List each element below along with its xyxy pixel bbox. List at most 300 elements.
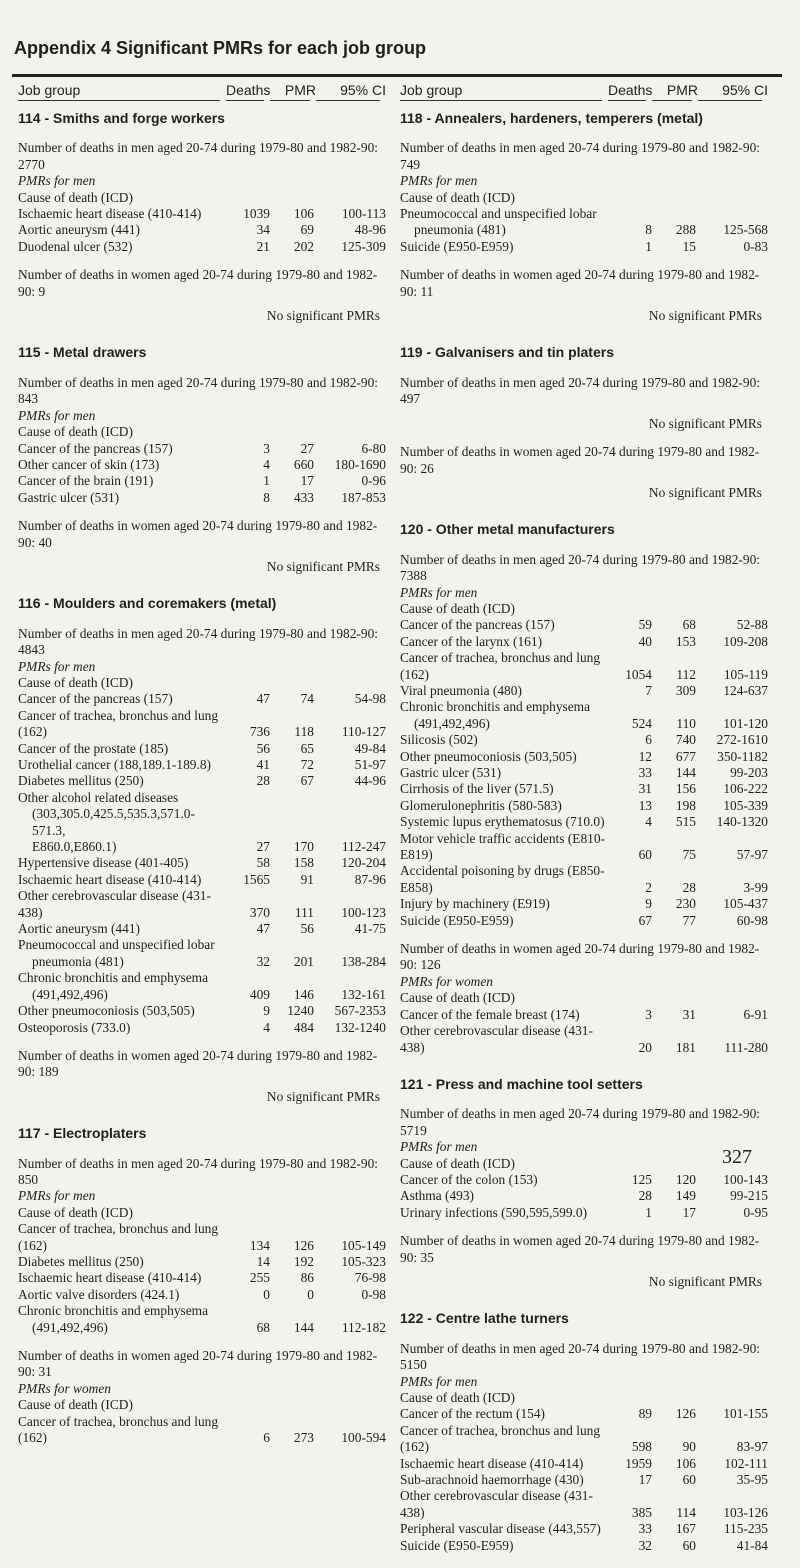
men-deaths-count: Number of deaths in men aged 20-74 during 1979-80 and 1982-90: 5719 [400,1106,760,1138]
pmr-value: 149 [675,1188,696,1204]
pmr-value: 31 [682,1006,696,1022]
pmr-value: 17 [682,1204,696,1220]
cause-of-death: Osteoporosis (733.0) [18,1019,131,1035]
deaths-value: 59 [638,617,652,633]
cause-label: Cause of death (ICD) [400,1155,515,1171]
pmr-value: 68 [682,617,696,633]
ci-value: 41-84 [736,1537,768,1553]
pmr-value: 156 [675,781,696,797]
cause-of-death: Other pneumoconiosis (503,505) [18,1003,195,1019]
header-pmr: PMR [666,81,698,98]
table-row [18,1287,386,1303]
deaths-value: 8 [645,222,652,238]
table-row [18,473,386,489]
pmr-value: 484 [293,1019,314,1035]
deaths-value: 89 [638,1406,652,1422]
deaths-value: 4 [263,456,270,472]
table-row [400,239,768,255]
pmr-value: 144 [675,765,696,780]
table-row [18,741,386,757]
table-row-continuation [18,954,386,970]
header-deaths: Deaths [226,81,271,98]
spacer [400,432,768,444]
men-pmr-subhead: PMRs for men [400,173,478,189]
table-row-continuation [400,716,768,732]
cause-of-death: Other alcohol related diseases [18,789,179,805]
deaths-value: 1054 [625,666,652,682]
job-group-section [18,344,386,589]
spacer [400,1221,768,1233]
table-row [18,239,386,255]
table-row [18,1020,386,1036]
job-group-section [400,1310,768,1568]
ci-value: 111-280 [724,1039,768,1055]
ci-value: 54-98 [354,691,386,707]
deaths-value: 32 [638,1537,652,1553]
women-deaths-count: Number of deaths in women aged 20-74 during 1979-80 and 1982-90: 9 [18,267,378,299]
women-pmr-subhead: PMRs for women [18,1380,111,1396]
ci-value: 103-126 [723,1504,768,1520]
ci-value: 101-120 [723,715,768,731]
cause-of-death: Suicide (E950-E959) [400,1537,514,1553]
job-group-title: 114 - Smiths and forge workers [18,110,225,126]
men-no-significant: No significant PMRs [648,415,762,431]
spacer [18,1105,386,1119]
title-rule [12,74,782,77]
table-row [400,699,768,715]
cause-label: Cause of death (ICD) [400,600,515,616]
cause-of-death: Cancer of trachea, bronchus and lung (162) [400,650,601,682]
table-row [400,1472,768,1488]
men-deaths-count: Number of deaths in men aged 20-74 during 1979-80 and 1982-90: 749 [400,140,760,172]
job-group-section [400,1076,768,1304]
ci-value: 51-97 [354,757,386,772]
job-group-section [400,344,768,515]
deaths-value: 1 [645,1204,652,1220]
table-row [18,872,386,888]
pmr-value: 146 [293,986,314,1002]
table-row [400,749,768,765]
pmr-value: 153 [675,633,696,649]
cause-of-death: Silicosis (502) [400,732,478,748]
job-group-title: 122 - Centre lathe turners [400,1310,569,1327]
header-deaths: Deaths [608,81,653,98]
pmr-value: 288 [675,222,696,238]
cause-of-death: Pneumococcal and unspecified lobar [400,206,597,222]
table-row [400,896,768,912]
ci-value: 0-96 [361,473,386,489]
cause-of-death: Ischaemic heart disease (410-414) [400,1455,584,1471]
pmr-value: 0 [307,1286,314,1302]
cause-of-death: Other cerebrovascular disease (431-438) [18,888,211,920]
pmr-value: 309 [675,682,696,698]
spacer [18,324,386,338]
pmr-value: 111 [294,904,314,920]
pmr-value: 91 [300,871,314,887]
cause-of-death: Other cerebrovascular disease (431-438) [400,1023,593,1055]
ci-value: 105-437 [723,896,768,912]
deaths-value: 6 [263,1430,270,1446]
pmr-value: 67 [300,773,314,789]
ci-value: 0-95 [743,1204,768,1220]
cause-of-death: Systemic lupus erythematosus (710.0) [400,814,605,830]
ci-value: 87-96 [354,871,386,887]
cause-of-death: Cancer of the colon (153) [400,1171,538,1187]
ci-value: 124-637 [723,682,768,698]
table-row [400,798,768,814]
men-pmr-subhead: PMRs for men [400,1139,478,1155]
ci-value: 112-247 [341,839,386,855]
cause-of-death: Viral pneumonia (480) [400,682,522,698]
job-group-title: 117 - Electroplaters [18,1125,147,1142]
header-job-group: Job group [400,81,463,98]
table-row [18,222,386,238]
pmr-value: 28 [682,879,696,895]
cause-of-death: Chronic bronchitis and emphysema [18,970,209,986]
table-row [400,617,768,633]
table-row [400,863,768,896]
men-deaths-count: Number of deaths in men aged 20-74 during 1979-80 and 1982-90: 5150 [400,1340,760,1373]
table-row [18,1270,386,1286]
cause-of-death: Diabetes mellitus (250) [18,773,144,789]
job-group-title: 116 - Moulders and coremakers (metal) [18,595,277,612]
pmr-value: 230 [675,896,696,912]
job-group-section [400,110,768,338]
deaths-value: 47 [256,921,270,937]
women-no-significant: No significant PMRs [266,1088,380,1104]
table-row [400,913,768,929]
cause-of-death: Cancer of the pancreas (157) [400,617,555,633]
deaths-value: 41 [256,757,270,772]
pmr-value: 65 [300,740,314,756]
deaths-value: 14 [256,1253,270,1269]
cause-of-death: Urinary infections (590,595,599.0) [400,1204,588,1220]
table-row [400,1406,768,1422]
women-deaths-count: Number of deaths in women aged 20-74 during 1979-80 and 1982-90: 35 [400,1233,760,1265]
ci-value: 41-75 [354,921,386,937]
cause-of-death: Urothelial cancer (188,189.1-189.8) [18,757,211,772]
pmr-value: 167 [675,1521,696,1537]
women-deaths-count: Number of deaths in women aged 20-74 during 1979-80 and 1982-90: 189 [18,1047,378,1080]
ci-value: 109-208 [723,633,768,649]
table-row [18,441,386,457]
table-row [400,1488,768,1521]
cause-of-death: Cancer of the female breast (174) [400,1006,580,1022]
ci-value: 100-594 [341,1430,386,1446]
cause-of-death: Cancer of the prostate (185) [18,740,169,756]
header-pmr: PMR [284,81,316,98]
spacer [18,575,386,589]
spacer [400,1056,768,1070]
table-row [400,765,768,781]
pmr-value: 60 [682,1537,696,1553]
left-column [18,80,386,1460]
deaths-value: 20 [638,1039,652,1055]
pmr-value: 15 [682,238,696,254]
ci-value: 6-80 [361,440,386,456]
cause-continuation: pneumonia (481) [414,222,506,238]
cause-continuation: E860.0,E860.1) [32,839,117,855]
ci-value: 112-182 [341,1319,386,1335]
ci-value: 35-95 [736,1472,768,1488]
deaths-value: 28 [256,773,270,789]
ci-value: 138-284 [341,953,386,969]
table-row [18,708,386,741]
cause-of-death: Pneumococcal and unspecified lobar [18,937,215,953]
pmr-value: 170 [293,839,314,855]
deaths-value: 34 [256,222,270,238]
job-group-title: 115 - Metal drawers [18,344,147,361]
table-row [400,1423,768,1456]
cause-of-death: Peripheral vascular disease (443,557) [400,1521,601,1537]
pmr-value: 27 [300,440,314,456]
pmr-value: 158 [293,855,314,871]
deaths-value: 17 [638,1472,652,1488]
men-deaths-count: Number of deaths in men aged 20-74 during 1979-80 and 1982-90: 497 [400,374,760,407]
ci-value: 57-97 [736,847,768,863]
ci-value: 125-309 [341,238,386,254]
pmr-value: 201 [293,953,314,969]
job-group-title: 118 - Annealers, hardeners, temperers (metal) [400,110,703,126]
men-pmr-subhead: PMRs for men [18,407,96,423]
pmr-value: 120 [675,1171,696,1187]
cause-of-death: Asthma (493) [400,1188,475,1204]
ci-value: 0-98 [361,1286,386,1302]
deaths-value: 40 [638,633,652,649]
women-no-significant: No significant PMRs [648,484,762,500]
cause-continuation: (491,492,496) [32,986,108,1002]
deaths-value: 125 [631,1171,652,1187]
cause-of-death: Gastric ulcer (531) [400,765,502,780]
deaths-value: 47 [256,691,270,707]
table-row [400,1188,768,1204]
cause-of-death: Sub-arachnoid haemorrhage (430) [400,1472,584,1488]
table-row [18,855,386,871]
deaths-value: 60 [638,847,652,863]
cause-of-death: Cancer of the brain (191) [18,473,154,489]
table-row [400,781,768,797]
men-deaths-count: Number of deaths in men aged 20-74 during 1979-80 and 1982-90: 843 [18,374,378,407]
women-no-significant: No significant PMRs [648,1273,762,1289]
pmr-value: 56 [300,921,314,937]
table-row [18,790,386,806]
table-row [18,1003,386,1019]
ci-value: 100-113 [341,206,386,222]
cause-of-death: Cancer of trachea, bronchus and lung (162) [18,1221,219,1253]
ci-value: 101-155 [723,1406,768,1422]
pmr-value: 112 [676,666,696,682]
ci-value: 49-84 [354,740,386,756]
spacer [400,324,768,338]
pmr-value: 273 [293,1430,314,1446]
women-pmr-subhead: PMRs for women [400,973,493,989]
header-rules [400,100,768,104]
table-row [400,1521,768,1537]
women-deaths-count: Number of deaths in women aged 20-74 during 1979-80 and 1982-90: 26 [400,444,760,476]
table-row [400,1172,768,1188]
right-column [400,80,768,1568]
ci-value: 110-127 [341,724,386,740]
spacer [400,255,768,267]
deaths-value: 33 [638,1521,652,1537]
table-row [18,1414,386,1447]
women-no-significant: No significant PMRs [266,558,380,574]
cause-of-death: Cancer of trachea, bronchus and lung (162) [400,1422,601,1455]
cause-of-death: Aortic valve disorders (424.1) [18,1286,180,1302]
pmr-value: 202 [293,238,314,254]
table-row [400,1023,768,1056]
table-row [400,206,768,222]
pmr-value: 17 [300,473,314,489]
pmr-value: 106 [675,1455,696,1471]
deaths-value: 409 [249,986,270,1002]
cause-label: Cause of death (ICD) [18,189,133,205]
cause-label: Cause of death (ICD) [400,990,515,1006]
ci-value: 125-568 [723,222,768,238]
ci-value: 83-97 [736,1439,768,1455]
table-row [400,831,768,864]
table-row [400,634,768,650]
table-row [400,814,768,830]
table-row [18,1303,386,1319]
table-row [400,1456,768,1472]
pmr-value: 126 [675,1406,696,1422]
deaths-value: 1039 [243,206,270,222]
cause-of-death: Cancer of the rectum (154) [400,1406,546,1422]
ci-value: 6-91 [743,1006,768,1022]
deaths-value: 4 [645,814,652,830]
page-number: 327 [722,1146,752,1168]
cause-label: Cause of death (ICD) [400,1390,515,1405]
cause-of-death: Glomerulonephritis (580-583) [400,797,562,813]
spacer [400,1554,768,1568]
deaths-value: 524 [631,715,652,731]
cause-continuation: (303,305.0,425.5,535.3,571.0-571.3, [32,806,195,838]
spacer [18,255,386,267]
cause-of-death: Aortic aneurysm (441) [18,921,140,937]
table-row-continuation [400,222,768,238]
ci-value: 106-222 [723,781,768,797]
deaths-value: 67 [638,912,652,928]
table-row [400,650,768,683]
pmr-value: 86 [300,1270,314,1286]
cause-of-death: Chronic bronchitis and emphysema [400,699,591,715]
ci-value: 187-853 [341,489,386,505]
pmr-value: 74 [300,691,314,707]
pmr-value: 72 [300,757,314,772]
job-group-section [18,595,386,1119]
cause-continuation: pneumonia (481) [32,953,124,969]
pmr-value: 106 [293,206,314,222]
cause-label: Cause of death (ICD) [18,1204,133,1220]
deaths-value: 12 [638,748,652,764]
ci-value: 115-235 [723,1521,768,1537]
deaths-value: 1 [645,238,652,254]
cause-of-death: Aortic aneurysm (441) [18,222,140,238]
column-header [18,80,386,98]
ci-value: 105-339 [723,797,768,813]
table-row [400,1538,768,1554]
table-row [18,1254,386,1270]
cause-label: Cause of death (ICD) [18,1397,133,1413]
cause-of-death: Other cancer of skin (173) [18,456,160,472]
job-group-section [18,110,386,338]
table-row-continuation [18,1320,386,1336]
table-row-continuation [18,839,386,855]
table-row [400,1205,768,1221]
women-deaths-count: Number of deaths in women aged 20-74 during 1979-80 and 1982-90: 31 [18,1348,378,1380]
deaths-value: 134 [249,1237,270,1253]
cause-of-death: Other pneumoconiosis (503,505) [400,748,577,764]
pmr-value: 114 [676,1504,696,1520]
men-deaths-count: Number of deaths in men aged 20-74 during 1979-80 and 1982-90: 4843 [18,625,378,658]
ci-value: 180-1690 [334,456,386,472]
job-group-title: 121 - Press and machine tool setters [400,1075,643,1092]
men-deaths-count: Number of deaths in men aged 20-74 during 1979-80 and 1982-90: 850 [18,1155,378,1187]
deaths-value: 1 [263,473,270,489]
cause-of-death: Cancer of trachea, bronchus and lung (162) [18,707,219,740]
ci-value: 105-323 [341,1253,386,1269]
pmr-value: 144 [293,1319,314,1335]
pmr-value: 660 [293,456,314,472]
women-deaths-count: Number of deaths in women aged 20-74 during 1979-80 and 1982-90: 40 [18,518,378,550]
job-group-section [18,1125,386,1460]
table-row [18,206,386,222]
men-deaths-count: Number of deaths in men aged 20-74 during 1979-80 and 1982-90: 2770 [18,140,378,172]
ci-value: 44-96 [354,773,386,789]
ci-value: 272-1610 [716,732,768,748]
spacer [18,506,386,518]
pmr-value: 126 [293,1237,314,1253]
pmr-value: 60 [682,1472,696,1488]
header-ci: 95% CI [722,81,768,98]
pmr-value: 1240 [287,1003,314,1019]
deaths-value: 58 [256,855,270,871]
cause-of-death: Ischaemic heart disease (410-414) [18,206,202,222]
header-ci: 95% CI [340,81,386,98]
pmr-value: 75 [682,847,696,863]
deaths-value: 32 [256,953,270,969]
spacer [18,1036,386,1048]
ci-value: 120-204 [341,855,386,871]
spacer [400,501,768,515]
deaths-value: 9 [645,896,652,912]
deaths-value: 68 [256,1319,270,1335]
pmr-value: 677 [675,748,696,764]
table-row [400,683,768,699]
deaths-value: 21 [256,238,270,254]
pmr-value: 90 [682,1439,696,1455]
deaths-value: 27 [256,839,270,855]
men-pmr-subhead: PMRs for men [400,1373,478,1389]
ci-value: 100-143 [723,1171,768,1187]
ci-value: 567-2353 [334,1003,386,1019]
deaths-value: 56 [256,740,270,756]
men-deaths-count: Number of deaths in men aged 20-74 during 1979-80 and 1982-90: 7388 [400,551,760,584]
cause-of-death: Other cerebrovascular disease (431-438) [400,1488,593,1520]
ci-value: 76-98 [354,1270,386,1286]
men-pmr-subhead: PMRs for men [400,584,478,600]
header-rules [18,100,386,104]
spacer [400,929,768,941]
men-pmr-subhead: PMRs for men [18,1188,96,1204]
table-row [18,1221,386,1254]
pmr-value: 515 [675,814,696,830]
ci-value: 100-123 [341,904,386,920]
pmr-value: 192 [293,1253,314,1269]
spacer [18,1446,386,1460]
ci-value: 105-119 [723,666,768,682]
